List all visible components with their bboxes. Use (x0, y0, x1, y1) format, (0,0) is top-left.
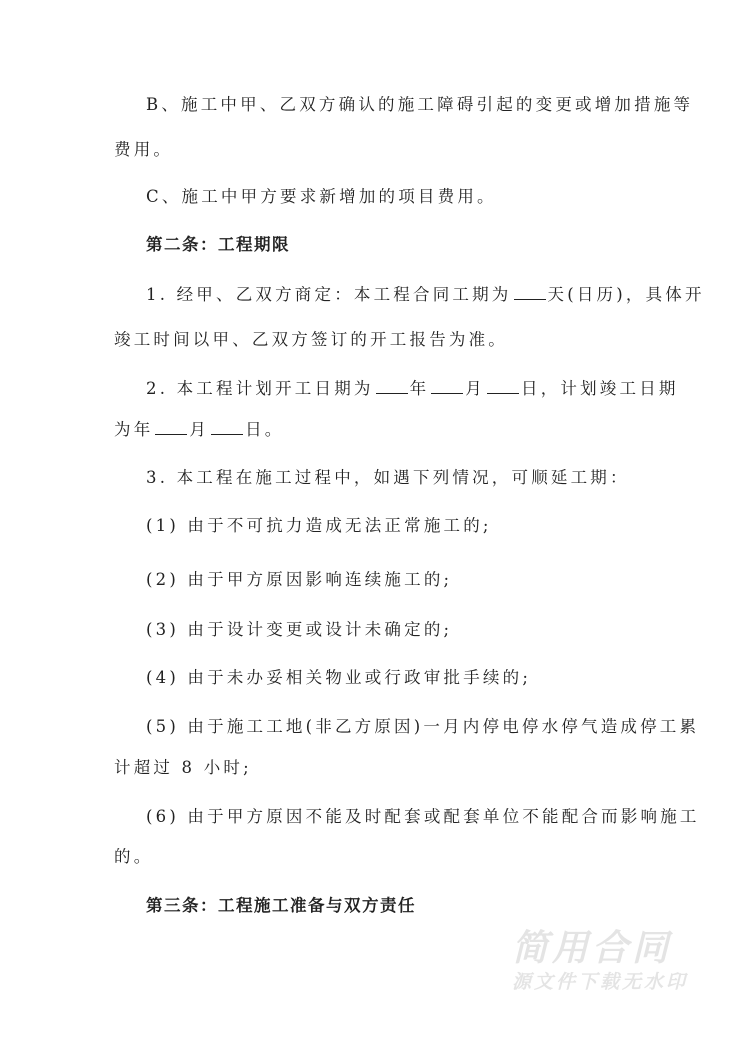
paragraph-1-line2: 竣工时间以甲、乙双方签订的开工报告为准。 (114, 330, 508, 349)
start-month-blank[interactable] (431, 379, 463, 394)
list-item-3: (3) 由于设计变更或设计未确定的; (146, 620, 453, 639)
list-item-5-line1: (5) 由于施工工地(非乙方原因)一月内停电停水停气造成停工累 (146, 717, 700, 736)
list-item-5-line2: 计超过 8 小时; (114, 758, 252, 777)
watermark-title: 简用合同 (512, 928, 673, 969)
paragraph-1-text-a: 1. 经甲、乙双方商定：本工程合同工期为 (146, 285, 512, 304)
paragraph-b-line1: B、施工中甲、乙双方确认的施工障碍引起的变更或增加措施等 (146, 95, 694, 114)
year-label: 年 (409, 379, 430, 398)
article3-heading: 第三条：工程施工准备与双方责任 (146, 896, 416, 915)
contract-duration-blank[interactable] (514, 285, 546, 300)
list-item-1: (1) 由于不可抗力造成无法正常施工的; (146, 516, 492, 535)
day-label: 日，计划竣工日期 (521, 379, 679, 398)
end-month-label: 月 (189, 420, 210, 439)
article2-heading: 第二条：工程期限 (146, 235, 290, 254)
paragraph-1-text-b: 天(日历)，具体开 (547, 285, 705, 304)
month-label: 月 (465, 379, 485, 398)
list-item-4: (4) 由于未办妥相关物业或行政审批手续的; (146, 668, 532, 687)
end-month-blank[interactable] (155, 420, 187, 435)
paragraph-2-line1 (146, 378, 679, 400)
list-item-6-line2: 的。 (114, 847, 154, 866)
list-item-6-line1: (6) 由于甲方原因不能及时配套或配套单位不能配合而影响施工 (146, 807, 700, 826)
paragraph-3: 3. 本工程在施工过程中，如遇下列情况，可顺延工期： (146, 468, 630, 487)
start-year-blank[interactable] (376, 379, 408, 394)
paragraph-2-text: 2. 本工程计划开工日期为 (146, 379, 374, 398)
end-day-blank[interactable] (211, 420, 243, 435)
start-day-blank[interactable] (487, 379, 519, 394)
end-year-label: 为年 (114, 420, 154, 439)
paragraph-2-line2 (114, 419, 285, 441)
watermark-subtitle: 源文件下载无水印 (512, 971, 689, 993)
list-item-2: (2) 由于甲方原因影响连续施工的; (146, 570, 453, 589)
paragraph-b-line2: 费用。 (114, 140, 174, 159)
paragraph-1-line1 (146, 284, 705, 306)
end-day-label: 日。 (245, 420, 285, 439)
paragraph-c: C、施工中甲方要求新增加的项目费用。 (146, 187, 497, 206)
